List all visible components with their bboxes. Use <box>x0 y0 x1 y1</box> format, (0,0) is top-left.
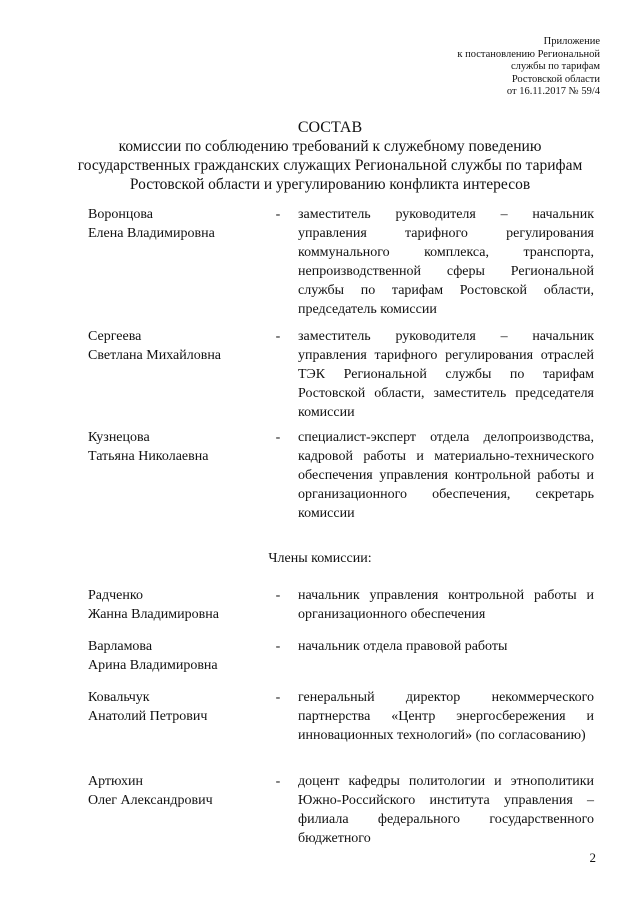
separator-dash: - <box>275 639 281 654</box>
appendix-line: к постановлению Региональной <box>457 48 600 60</box>
document-title <box>60 118 600 194</box>
separator-dash: - <box>275 207 281 222</box>
person-name <box>88 586 263 624</box>
person-surname: Радченко <box>88 588 143 603</box>
title-line: Ростовской области и урегулированию конфликта интересов <box>129 176 531 193</box>
person-surname: Варламова <box>88 639 153 654</box>
person-given-names: Светлана Михайловна <box>88 348 222 363</box>
page-number: 2 <box>589 850 596 865</box>
person-surname: Кузнецова <box>88 430 150 445</box>
person-role: доцент кафедры политологии и этнополитики Южно-Российского института управления – филиала федерального государственного бюджетного <box>298 774 594 846</box>
person-given-names: Татьяна Николаевна <box>88 449 209 464</box>
person-role: начальник отдела правовой работы <box>298 639 508 654</box>
person-surname: Ковальчук <box>88 690 150 705</box>
person-name <box>88 772 263 810</box>
person-name <box>88 428 263 466</box>
person-surname: Воронцова <box>88 207 153 222</box>
title-heading: СОСТАВ <box>297 119 363 136</box>
person-given-names: Анатолий Петрович <box>88 709 208 724</box>
person-role: заместитель руководителя – начальник управления тарифного регулирования коммунального комплекса, транспорта, непроизводственной сферы Региональной службы по тарифам Ростовской области, председатель комиссии <box>298 207 594 317</box>
person-role: начальник управления контрольной работы и организационного обеспечения <box>298 588 594 622</box>
person-role: генеральный директор некоммерческого партнерства «Центр энергосбережения и инновационных технологий» (по согласованию) <box>298 690 594 743</box>
separator-dash: - <box>275 588 281 603</box>
person-role: заместитель руководителя – начальник управления тарифного регулирования отраслей ТЭК Региональной службы по тарифам Ростовской области, заместитель председателя комиссии <box>298 329 594 420</box>
person-name <box>88 637 263 675</box>
title-line: государственных гражданских служащих Региональной службы по тарифам <box>77 157 583 174</box>
person-given-names: Жанна Владимировна <box>88 607 219 622</box>
person-surname: Артюхин <box>88 774 143 789</box>
person-name <box>88 205 263 243</box>
separator-dash: - <box>275 430 281 445</box>
separator-dash: - <box>275 774 281 789</box>
person-surname: Сергеева <box>88 329 142 344</box>
person-given-names: Олег Александрович <box>88 793 213 808</box>
separator-dash: - <box>275 690 281 705</box>
person-name <box>88 327 263 365</box>
appendix-line: Ростовской области <box>511 73 600 85</box>
person-name <box>88 688 263 726</box>
appendix-date: от 16.11.2017 № 59/4 <box>506 86 600 97</box>
appendix-line: службы по тарифам <box>511 61 600 72</box>
members-heading: Члены комиссии: <box>268 551 372 566</box>
person-given-names: Елена Владимировна <box>88 226 215 241</box>
appendix-line: Приложение <box>543 36 600 47</box>
separator-dash: - <box>275 329 281 344</box>
title-line: комиссии по соблюдению требований к служебному поведению <box>118 138 542 155</box>
person-role: специалист-эксперт отдела делопроизводства, кадровой работы и материально-технического обеспечения управления контрольной работы и организационного обеспечения, секретарь комиссии <box>298 430 594 521</box>
person-given-names: Арина Владимировна <box>88 658 218 673</box>
appendix-note <box>457 36 600 99</box>
